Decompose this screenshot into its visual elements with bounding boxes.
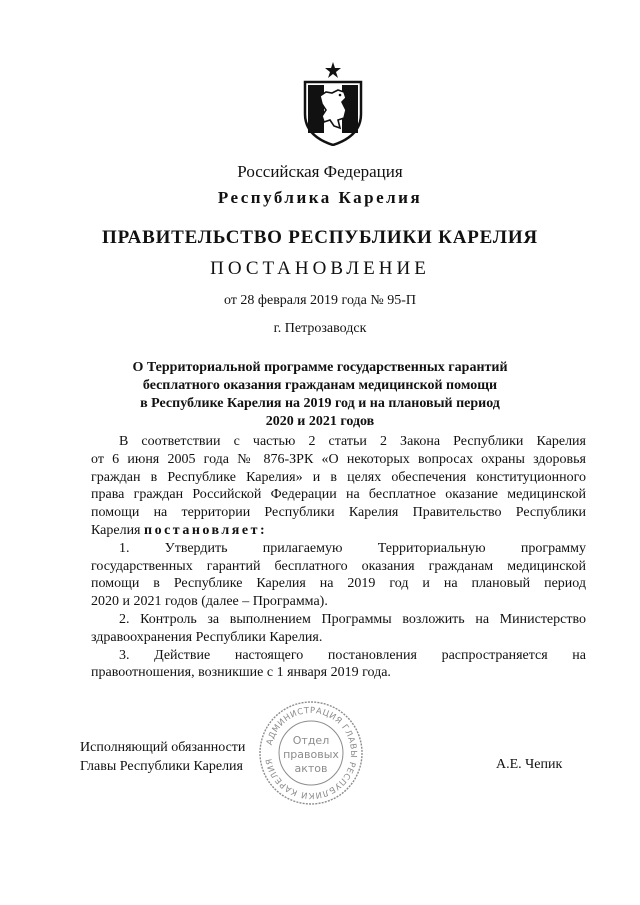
preamble-last-text: Карелия [91, 522, 144, 538]
item1-line: 1. Утвердить прилагаемую Территориальную программу [119, 540, 586, 556]
resolves-word: постановляет [144, 522, 260, 538]
title-line: О Территориальной программе государственных гарантий [132, 360, 508, 375]
preamble-line: помощи на территории Республики Карелия Правительство Республики [91, 505, 586, 521]
document-date-number: от 28 февраля 2019 года № 95-П [223, 293, 417, 308]
item1-line: помощи в Республике Карелия на 2019 год и на плановый период [91, 576, 586, 592]
item3-line: правоотношения, возникшие с 1 января 2019 года. [91, 665, 391, 681]
position-line: Главы Республики Карелия [80, 759, 243, 774]
document-body [91, 433, 586, 682]
item2-line: 2. Контроль за выполнением Программы возложить на Министерство [119, 611, 586, 627]
preamble-line: В соответствии с частью 2 статьи 2 Закона Республики Карелия [119, 434, 586, 449]
republic-name: Республика Карелия [217, 188, 423, 207]
item1-line: государственных гарантий бесплатного оказания гражданам медицинской [91, 558, 586, 574]
preamble-line: права граждан Российской Федерации на бесплатное оказание медицинской [91, 487, 586, 503]
position-line: Исполняющий обязанности [80, 740, 246, 755]
title-line: бесплатного оказания гражданам медицинской помощи [142, 378, 498, 393]
official-stamp [258, 700, 364, 806]
preamble-last-line [91, 522, 586, 540]
document-city: г. Петрозаводск [273, 321, 367, 336]
country-name: Российская Федерация [237, 162, 403, 181]
document-title [120, 359, 520, 431]
title-line: в Республике Карелия на 2019 год и на плановый период [140, 396, 500, 411]
stamp-center-line: актов [294, 762, 328, 775]
preamble-line: от 6 июня 2005 года № 876-ЗРК «О некоторых вопросах охраны здоровья [91, 451, 586, 467]
document-type: ПОСТАНОВЛЕНИЕ [210, 258, 430, 279]
item2-line: здравоохранения Республики Карелия. [91, 629, 323, 645]
resolves-colon: : [259, 522, 268, 538]
item3-line: 3. Действие настоящего постановления распространяется на [119, 647, 586, 663]
signatory-position [80, 738, 245, 776]
preamble-line: граждан в Республике Карелия» и в целях обеспечения конституционного [91, 469, 586, 485]
stamp-ring-text: АДМИНИСТРАЦИЯ ГЛАВЫ РЕСПУБЛИКИ КАРЕЛИЯ [263, 704, 360, 802]
item1-line: 2020 и 2021 годов (далее – Программа). [91, 594, 328, 610]
government-name: ПРАВИТЕЛЬСТВО РЕСПУБЛИКИ КАРЕЛИЯ [102, 227, 538, 248]
coat-of-arms-emblem [300, 62, 366, 146]
signatory-name: А.Е. Чепик [496, 757, 563, 772]
stamp-center-line: правовых [283, 748, 339, 761]
title-line: 2020 и 2021 годов [265, 414, 375, 429]
stamp-center-line: Отдел [292, 734, 330, 747]
